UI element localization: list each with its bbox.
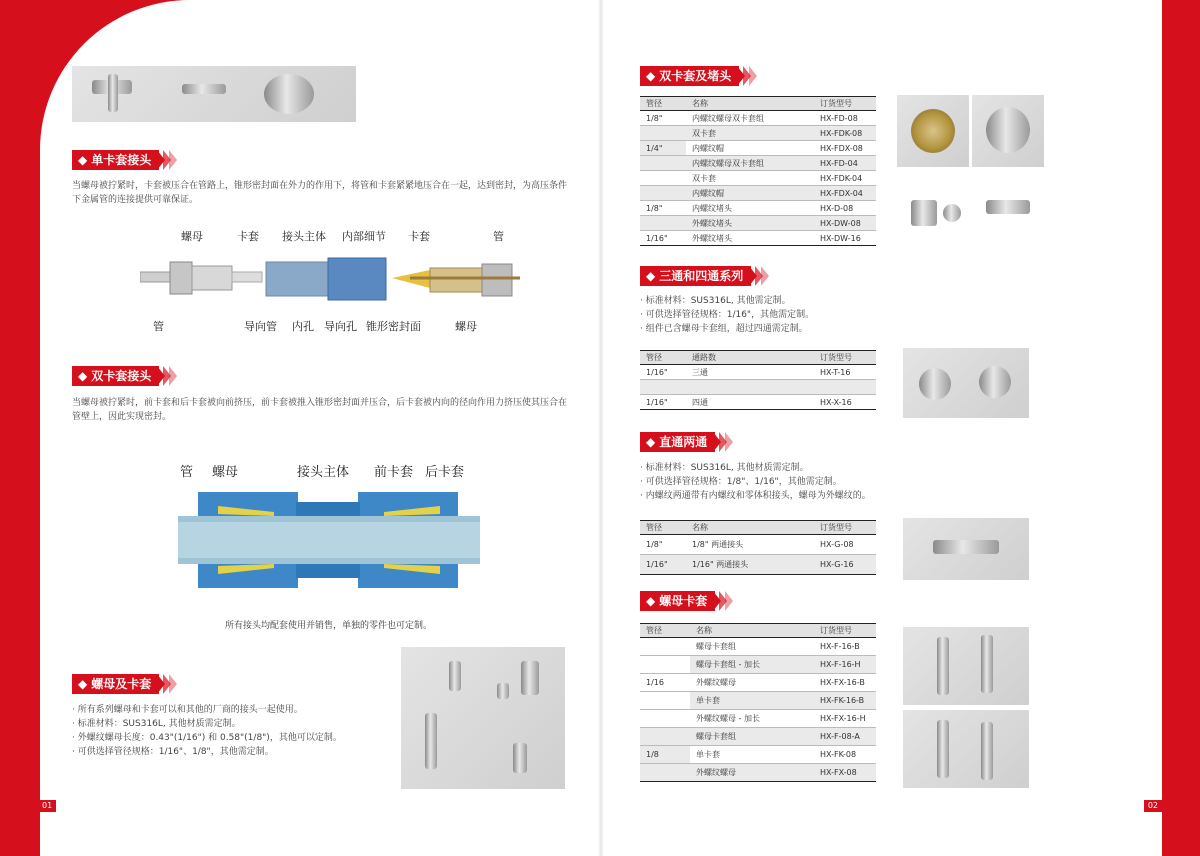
section-title: 三通和四通系列 xyxy=(659,269,744,283)
chevrons-icon xyxy=(739,66,757,86)
table-cell: 外螺纹螺母 xyxy=(690,674,814,692)
table-cell xyxy=(640,638,690,656)
table-row xyxy=(640,728,876,746)
table-row xyxy=(640,395,876,410)
single-ferrule-diagram xyxy=(140,242,520,318)
chevrons-icon xyxy=(715,591,733,611)
plug-photo-1 xyxy=(897,95,969,167)
table-row xyxy=(640,638,876,656)
table-cell: 内螺纹堵头 xyxy=(686,201,814,216)
right-red-border xyxy=(1162,0,1200,856)
table-row xyxy=(640,656,876,674)
table-cell xyxy=(640,710,690,728)
union-photo xyxy=(903,518,1029,580)
table-cell: 1/8" xyxy=(640,111,686,126)
bullet: · 标准材料：SUS316L, 其他材质需定制。 xyxy=(72,719,241,729)
table-cell: 1/4" xyxy=(640,141,686,156)
table-cell: HX-FX-16-H xyxy=(814,710,876,728)
tee-photo xyxy=(903,348,1029,418)
bullet: · 可供选择管径规格：1/16"，其他需定制。 xyxy=(640,310,815,320)
label-dbl-tube: 管 xyxy=(180,465,194,480)
bullet: · 所有系列螺母和卡套可以和其他的厂商的接头一起使用。 xyxy=(72,705,303,715)
table-cell: 1/16" xyxy=(640,555,686,575)
section-title: 螺母卡套 xyxy=(659,594,708,608)
label-body: 接头主体 xyxy=(282,230,326,243)
table-cell xyxy=(640,186,686,201)
label-ferrule: 卡套 xyxy=(237,230,259,243)
table-cell: HX-F-08-A xyxy=(814,728,876,746)
table-row xyxy=(640,555,876,575)
col-size: 管径 xyxy=(640,521,686,535)
diamond-icon: ◆ xyxy=(646,69,656,83)
table-cell xyxy=(640,764,690,782)
table-row xyxy=(640,692,876,710)
page-number-right: 02 xyxy=(1144,800,1162,812)
table-row xyxy=(640,710,876,728)
table-cell: HX-G-16 xyxy=(814,555,876,575)
chevrons-icon xyxy=(159,366,177,386)
table-row xyxy=(640,535,876,555)
diamond-icon: ◆ xyxy=(78,369,88,383)
table-cell xyxy=(640,156,686,171)
table-cell: HX-FDK-08 xyxy=(814,126,876,141)
col-name: 名称 xyxy=(686,521,814,535)
col-name: 名称 xyxy=(686,97,814,111)
label-thread: 内部细节 xyxy=(342,230,386,243)
label-dbl-front: 前卡套 xyxy=(374,465,414,480)
tee-bullets xyxy=(640,294,960,336)
table-cell: 1/8" 两通接头 xyxy=(686,535,814,555)
table-cell: 外螺纹螺母 - 加长 xyxy=(690,710,814,728)
table-cell: 1/16" xyxy=(640,231,686,246)
table-cell: HX-FD-08 xyxy=(814,111,876,126)
col-code: 订货型号 xyxy=(814,351,876,365)
table-cell: HX-D-08 xyxy=(814,201,876,216)
table-row xyxy=(640,201,876,216)
diamond-icon: ◆ xyxy=(78,677,88,691)
top-parts-photo xyxy=(72,66,356,122)
section-title: 螺母及卡套 xyxy=(91,677,152,691)
table-cell: 单卡套 xyxy=(690,692,814,710)
section-title: 直通两通 xyxy=(659,435,708,449)
table-cell xyxy=(814,380,876,395)
table-cell: HX-T-16 xyxy=(814,365,876,380)
table-cell: 单卡套 xyxy=(690,746,814,764)
section-title: 双卡套接头 xyxy=(91,369,152,383)
section-tee xyxy=(640,266,769,286)
double-ferrule-diagram xyxy=(178,484,480,596)
union-bullets xyxy=(640,461,970,503)
diamond-icon: ◆ xyxy=(646,435,656,449)
table-row xyxy=(640,186,876,201)
label-cone-seal: 锥形密封面 xyxy=(366,320,421,333)
section-double-ferrule xyxy=(72,366,177,386)
label-guide-tube: 导向管 xyxy=(244,320,277,333)
table-row xyxy=(640,171,876,186)
chevrons-icon xyxy=(751,266,769,286)
table-row xyxy=(640,746,876,764)
label-inner-hole: 内孔 xyxy=(292,320,314,333)
diamond-icon: ◆ xyxy=(78,153,88,167)
col-size: 管径 xyxy=(640,624,690,638)
table-cell: HX-FX-08 xyxy=(814,764,876,782)
section-nuts xyxy=(72,674,177,694)
table-cell: 外螺纹螺母 xyxy=(690,764,814,782)
page-bar-right xyxy=(1162,800,1200,812)
table-cell: HX-F-16-H xyxy=(814,656,876,674)
table-row xyxy=(640,764,876,782)
table-cell: HX-DW-16 xyxy=(814,231,876,246)
section-single-ferrule xyxy=(72,150,177,170)
table-cell: HX-FDK-04 xyxy=(814,171,876,186)
double-ferrule-caption: 所有接头均配套使用并销售，单独的零件也可定制。 xyxy=(225,621,433,631)
bullet: · 外螺纹螺母长度：0.43"(1/16") 和 0.58"(1/8")，其他可以定制。 xyxy=(72,733,342,743)
table-cell: 三通 xyxy=(686,365,814,380)
section-union xyxy=(640,432,733,452)
table-cell: 1/16" xyxy=(640,365,686,380)
table-cell: 1/8" xyxy=(640,201,686,216)
page-number-left: 01 xyxy=(38,800,56,812)
table-cell: 1/16" 两通接头 xyxy=(686,555,814,575)
table-cell: 四通 xyxy=(686,395,814,410)
bullet: · 可供选择管径规格：1/8"、1/16"，其他需定制。 xyxy=(640,477,842,487)
plug-photo-3 xyxy=(897,172,969,244)
table-cell: HX-F-16-B xyxy=(814,638,876,656)
table-cell: 双卡套 xyxy=(686,126,814,141)
label-dbl-nut: 螺母 xyxy=(212,465,239,480)
diamond-icon: ◆ xyxy=(646,269,656,283)
table-cell: 1/8 xyxy=(640,746,690,764)
double-plug-table xyxy=(640,96,876,246)
nutset-photo-2 xyxy=(903,710,1029,788)
table-cell: 内螺纹帽 xyxy=(686,186,814,201)
tee-table xyxy=(640,350,876,410)
label-ferrule-2: 卡套 xyxy=(408,230,430,243)
table-row xyxy=(640,156,876,171)
table-cell xyxy=(640,656,690,674)
nuts-bullets xyxy=(72,703,402,759)
table-cell: 内螺纹帽 xyxy=(686,141,814,156)
table-cell: HX-FDX-08 xyxy=(814,141,876,156)
label-dbl-body: 接头主体 xyxy=(297,465,350,480)
table-cell: HX-FDX-04 xyxy=(814,186,876,201)
label-dbl-back: 后卡套 xyxy=(425,465,465,480)
section-double-plug xyxy=(640,66,757,86)
table-cell xyxy=(640,216,686,231)
table-cell: 双卡套 xyxy=(686,171,814,186)
table-cell xyxy=(640,380,686,395)
table-cell xyxy=(686,380,814,395)
table-cell: 1/16" xyxy=(640,395,686,410)
plug-photo-4 xyxy=(972,172,1044,244)
table-cell xyxy=(640,171,686,186)
bullet: · 标准材料：SUS316L, 其他材质需定制。 xyxy=(640,463,809,473)
table-cell: 外螺纹堵头 xyxy=(686,231,814,246)
table-cell: HX-FD-04 xyxy=(814,156,876,171)
col-name: 名称 xyxy=(690,624,814,638)
chevrons-icon xyxy=(715,432,733,452)
label-nut: 螺母 xyxy=(181,230,203,243)
table-cell: 螺母卡套组 xyxy=(690,728,814,746)
table-cell: HX-DW-08 xyxy=(814,216,876,231)
bullet: · 可供选择管径规格：1/16"、1/8"，其他需定制。 xyxy=(72,747,274,757)
table-cell: HX-G-08 xyxy=(814,535,876,555)
table-cell xyxy=(640,692,690,710)
section-title: 双卡套及堵头 xyxy=(659,69,732,83)
col-size: 管径 xyxy=(640,351,686,365)
col-code: 订货型号 xyxy=(814,97,876,111)
label-nut-2: 螺母 xyxy=(455,320,477,333)
table-row xyxy=(640,126,876,141)
label-guide-hole: 导向孔 xyxy=(324,320,357,333)
double-ferrule-desc: 当螺母被拧紧时，前卡套和后卡套被向前挤压，前卡套被推入锥形密封面并压合，后卡套被内向的径向作用力挤压使其压合在管壁上，因此实现密封。 xyxy=(72,398,568,422)
nutset-photo-1 xyxy=(903,627,1029,705)
table-cell: HX-FX-16-B xyxy=(814,674,876,692)
union-table xyxy=(640,520,876,575)
table-cell: 螺母卡套组 - 加长 xyxy=(690,656,814,674)
table-cell: 内螺纹螺母双卡套组 xyxy=(686,156,814,171)
table-cell: 1/16 xyxy=(640,674,690,692)
bullet: · 组件已含螺母卡套组，超过四通需定制。 xyxy=(640,324,808,334)
section-nutset xyxy=(640,591,733,611)
nuts-photo xyxy=(401,647,565,789)
bullet: · 标准材料：SUS316L, 其他需定制。 xyxy=(640,296,791,306)
table-cell: 螺母卡套组 xyxy=(690,638,814,656)
col-code: 订货型号 xyxy=(814,521,876,535)
label-tube-left: 管 xyxy=(153,320,164,333)
chevrons-icon xyxy=(159,674,177,694)
table-row xyxy=(640,365,876,380)
single-ferrule-desc: 当螺母被拧紧时，卡套被压合在管路上，锥形密封面在外力的作用下，将管和卡套紧紧地压合在一起，达到密封，为高压条件下金属管的连接提供可靠保证。 xyxy=(72,181,568,205)
diamond-icon: ◆ xyxy=(646,594,656,608)
section-title: 单卡套接头 xyxy=(91,153,152,167)
table-row xyxy=(640,141,876,156)
label-tube-right: 管 xyxy=(493,230,504,243)
table-cell: HX-FK-08 xyxy=(814,746,876,764)
col-size: 管径 xyxy=(640,97,686,111)
table-cell xyxy=(640,126,686,141)
table-row xyxy=(640,674,876,692)
table-cell: HX-FK-16-B xyxy=(814,692,876,710)
table-cell: 1/8" xyxy=(640,535,686,555)
nutset-table xyxy=(640,623,876,782)
table-cell: 内螺纹螺母双卡套组 xyxy=(686,111,814,126)
table-cell xyxy=(640,728,690,746)
table-row xyxy=(640,231,876,246)
table-row xyxy=(640,380,876,395)
table-cell: HX-X-16 xyxy=(814,395,876,410)
bullet: · 内螺纹两通带有内螺纹和零体积接头，螺母为外螺纹的。 xyxy=(640,491,871,501)
table-row xyxy=(640,111,876,126)
col-name: 通路数 xyxy=(686,351,814,365)
table-row xyxy=(640,216,876,231)
table-cell: 外螺纹堵头 xyxy=(686,216,814,231)
chevrons-icon xyxy=(159,150,177,170)
plug-photo-2 xyxy=(972,95,1044,167)
page-bar-left xyxy=(0,800,38,812)
spine xyxy=(598,0,604,856)
col-code: 订货型号 xyxy=(814,624,876,638)
